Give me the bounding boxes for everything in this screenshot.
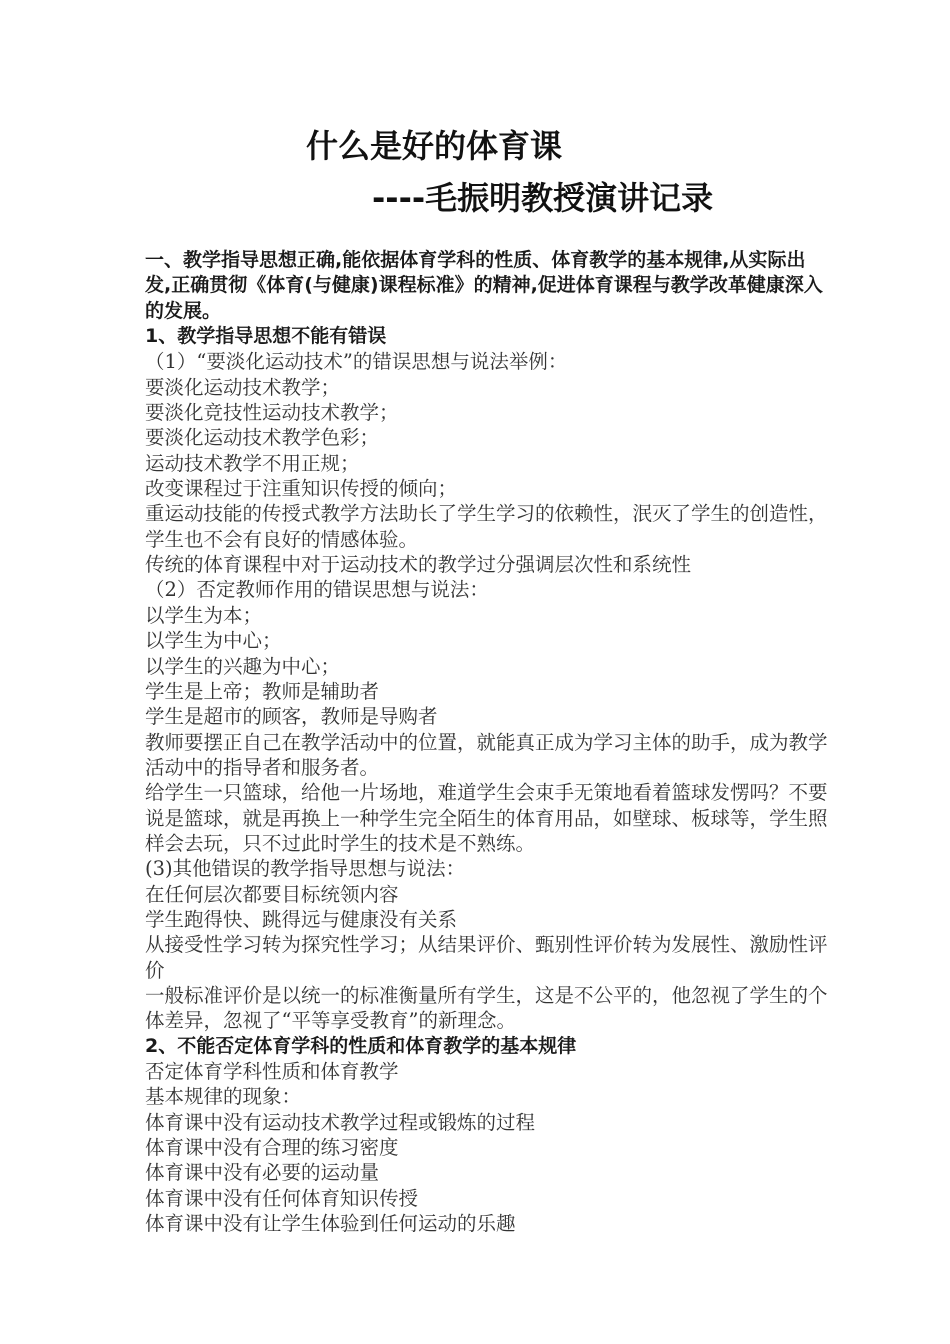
list-item: 学生是上帝；教师是辅助者 (145, 679, 380, 703)
list-item: 体育课中没有运动技术教学过程或锻炼的过程 (145, 1110, 536, 1134)
list-item: 学生跑得快、跳得远与健康没有关系 (145, 907, 458, 931)
point-heading: (3)其他错误的教学指导思想与说法： (145, 857, 466, 881)
list-item: 要淡化运动技术教学； (145, 375, 341, 399)
intro-text: 否定体育学科性质和体育教学 (145, 1060, 399, 1083)
list-item: 体育课中没有合理的练习密度 (145, 1136, 399, 1160)
document-body (145, 248, 830, 1236)
document-subtitle: ----毛振明教授演讲记录 (372, 179, 714, 217)
point-heading: （2）否定教师作用的错误思想与说法： (145, 578, 489, 602)
list-item: 以学生为本； (145, 603, 263, 627)
list-item: 重运动技能的传授式教学方法助长了学生学习的依赖性，泯灭了学生的创造性，学生也不会有良好的情感体验。 (145, 502, 828, 551)
list-item: 教师要摆正自己在教学活动中的位置，就能真正成为学习主体的助手，成为教学活动中的指导者和服务者。 (145, 730, 828, 779)
list-item: 在任何层次都要目标统领内容 (145, 882, 399, 906)
list-item: 传统的体育课程中对于运动技术的教学过分强调层次性和系统性 (145, 553, 692, 577)
list-item: 给学生一只篮球，给他一片场地，难道学生会束手无策地看着篮球发愣吗？不要说是篮球，就是再换上一种学生完全陌生的体育用品，如壁球、板球等，学生照样会去玩，只不过此时学生的技术是不熟练。 (145, 781, 828, 855)
list-item: 从接受性学习转为探究性学习；从结果评价、甄别性评价转为发展性、激励性评价 (145, 933, 828, 982)
list-item: 要淡化运动技术教学色彩； (145, 426, 380, 450)
list-item: 改变课程过于注重知识传授的倾向； (145, 477, 458, 501)
subsection-heading: 1、教学指导思想不能有错误 (145, 325, 387, 348)
list-item: 学生是超市的顾客，教师是导购者 (145, 705, 438, 729)
list-item: 体育课中没有任何体育知识传授 (145, 1186, 419, 1210)
list-item: 体育课中没有让学生体验到任何运动的乐趣 (145, 1212, 516, 1236)
list-item: 以学生的兴趣为中心； (145, 654, 341, 678)
subsection-heading: 2、不能否定体育学科的性质和体育教学的基本规律 (145, 1034, 577, 1057)
list-item: 体育课中没有必要的运动量 (145, 1161, 380, 1185)
list-item: 要淡化竞技性运动技术教学； (145, 401, 399, 425)
document-title: 什么是好的体育课 (306, 127, 563, 165)
section-heading: 一、教学指导思想正确,能依据体育学科的性质、体育教学的基本规律,从实际出发,正确贯彻《体育(与健康)课程标准》的精神,促进体育课程与教学改革健康深入的发展。 (145, 249, 823, 322)
list-item: 一般标准评价是以统一的标准衡量所有学生，这是不公平的，他忽视了学生的个体差异，忽视了“平等享受教育”的新理念。 (145, 983, 828, 1033)
point-heading: （1）“要淡化运动技术”的错误思想与说法举例： (145, 350, 568, 374)
list-item: 运动技术教学不用正规； (145, 451, 360, 475)
list-item: 以学生为中心； (145, 629, 282, 653)
intro-text: 基本规律的现象： (145, 1085, 302, 1109)
